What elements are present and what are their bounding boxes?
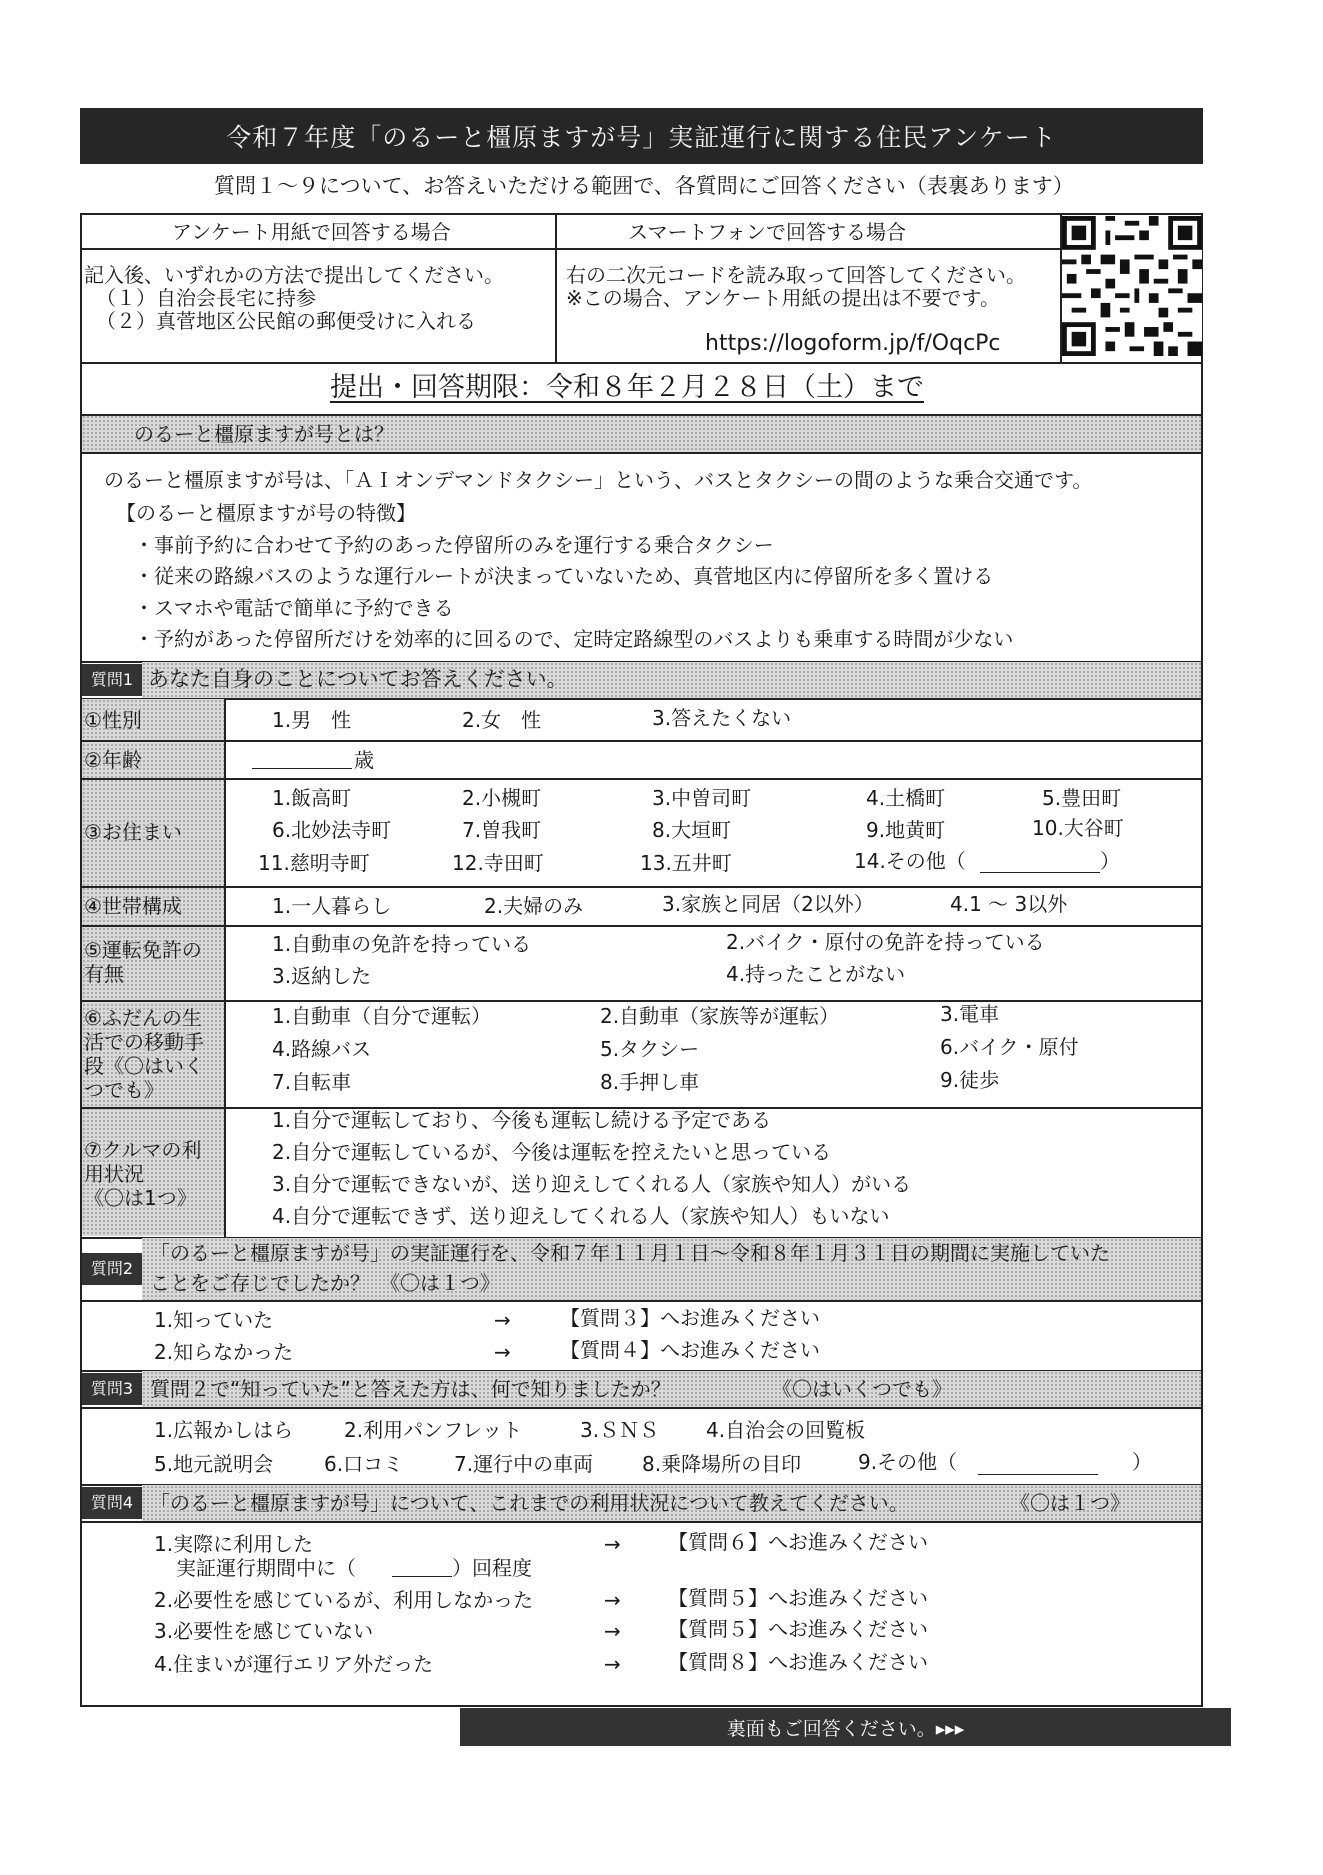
deadline-notice: 提出・回答期限：令和８年２月２８日（土）まで [330, 372, 924, 403]
age-unit: 歳 [354, 748, 374, 772]
q3-option[interactable]: 5.地元説明会 [154, 1452, 274, 1476]
q4-option-next: 【質問５】へお進みください [668, 1586, 928, 1610]
feature-item: ・事前予約に合わせて予約のあった停留所のみを運行する乗合タクシー [134, 533, 774, 557]
gender-option[interactable]: 2.女 性 [462, 708, 542, 732]
divider [80, 698, 1203, 700]
paper-method-2: （２）真菅地区公民館の郵便受けに入れる [96, 309, 476, 333]
address-option-other[interactable]: 14.その他（ [854, 849, 966, 873]
household-label: ④世帯構成 [84, 894, 182, 918]
feature-item: ・スマホや電話で簡単に予約できる [134, 596, 454, 620]
q3-other-close: ） [1132, 1450, 1152, 1474]
divider [80, 925, 1203, 927]
arrow-icon: → [604, 1532, 621, 1556]
arrow-icon: → [494, 1308, 511, 1332]
paper-method-1: （１）自治会長宅に持参 [96, 286, 316, 310]
q3-note: 《〇はいくつでも》 [772, 1377, 952, 1401]
q4-note: 《〇は１つ》 [1010, 1491, 1130, 1515]
continue-on-back-banner [460, 1708, 1231, 1746]
mobility-option[interactable]: 7.自転車 [272, 1070, 352, 1094]
divider [80, 1000, 1203, 1002]
age-label: ②年齢 [84, 748, 142, 772]
arrow-icon: → [494, 1340, 511, 1364]
mobility-label: つでも》 [84, 1078, 164, 1102]
car-usage-option[interactable]: 1.自分で運転しており、今後も運転し続ける予定である [272, 1108, 772, 1132]
survey-title-banner [80, 108, 1203, 164]
footer-text: 裏面もご回答ください。▸▸▸ [726, 1717, 965, 1740]
survey-url-link[interactable]: https://logoform.jp/f/OqcPc [705, 331, 1001, 356]
q4-option[interactable]: 1.実際に利用した [154, 1532, 314, 1556]
address-option[interactable]: 6.北妙法寺町 [272, 818, 392, 842]
household-option[interactable]: 4.1 ～ 3以外 [950, 892, 1068, 916]
page-title: 令和７年度「のるーと橿原ますが号」実証運行に関する住民アンケート [226, 123, 1057, 152]
q3-option[interactable]: 1.広報かしはら [154, 1418, 294, 1442]
phone-instruction: 右の二次元コードを読み取って回答してください。 [566, 263, 1026, 287]
address-option[interactable]: 8.大垣町 [652, 818, 732, 842]
mobility-label: 段《〇はいく [84, 1054, 204, 1078]
address-option[interactable]: 10.大谷町 [1032, 816, 1124, 840]
q3-option[interactable]: 4.自治会の回覧板 [706, 1418, 866, 1442]
q2-option-next: 【質問４】へお進みください [560, 1338, 820, 1362]
address-other-close: ） [1100, 849, 1120, 873]
address-option[interactable]: 13.五井町 [640, 851, 732, 875]
about-lead-text: のるーと橿原ますが号は、「ＡＩオンデマンドタクシー」という、バスとタクシーの間のような乗合交通です。 [104, 468, 1093, 492]
household-option[interactable]: 1.一人暮らし [272, 894, 392, 918]
divider [80, 248, 1062, 250]
license-option[interactable]: 3.返納した [272, 964, 372, 988]
q2-option-next: 【質問３】へお進みください [560, 1306, 820, 1330]
car-usage-option[interactable]: 3.自分で運転できないが、送り迎えしてくれる人（家族や知人）がいる [272, 1172, 912, 1196]
q4-option-next: 【質問８】へお進みください [668, 1650, 928, 1674]
paper-answer-heading: アンケート用紙で回答する場合 [172, 220, 451, 244]
paper-instruction: 記入後、いずれかの方法で提出してください。 [84, 263, 504, 287]
q4-usage-count-suffix: ）回程度 [452, 1556, 532, 1580]
address-option[interactable]: 4.土橋町 [866, 786, 946, 810]
mobility-option[interactable]: 6.バイク・原付 [940, 1035, 1079, 1059]
divider [80, 362, 1203, 364]
q1-tag: 質問1 [82, 664, 142, 696]
address-option[interactable]: 12.寺田町 [452, 851, 544, 875]
car-usage-label: ⑦クルマの利 [84, 1138, 202, 1162]
mobility-label: 活での移動手 [84, 1030, 204, 1054]
address-option[interactable]: 5.豊田町 [1042, 786, 1122, 810]
address-label: ③お住まい [84, 820, 182, 844]
mobility-option[interactable]: 1.自動車（自分で運転） [272, 1004, 492, 1028]
q4-option[interactable]: 2.必要性を感じているが、利用しなかった [154, 1588, 534, 1612]
car-usage-label: 《〇は1つ》 [84, 1186, 197, 1210]
address-option[interactable]: 9.地黄町 [866, 818, 946, 842]
q3-option[interactable]: 2.利用パンフレット [344, 1418, 523, 1442]
q4-option-next: 【質問６】へお進みください [668, 1530, 928, 1554]
q3-other-blank[interactable] [978, 1474, 1098, 1475]
gender-label: ①性別 [84, 708, 142, 732]
q2-option[interactable]: 1.知っていた [154, 1308, 274, 1332]
license-label: 有無 [84, 962, 124, 986]
mobility-option[interactable]: 5.タクシー [600, 1037, 700, 1061]
license-label: ⑤運転免許の [84, 938, 202, 962]
divider [80, 452, 1203, 454]
address-option[interactable]: 7.曽我町 [462, 818, 542, 842]
divider [80, 1407, 1203, 1409]
mobility-option[interactable]: 4.路線バス [272, 1037, 372, 1061]
divider [80, 778, 1203, 780]
address-option[interactable]: 2.小槻町 [462, 786, 542, 810]
divider [80, 740, 1203, 742]
q4-option[interactable]: 3.必要性を感じていない [154, 1619, 374, 1643]
household-option[interactable]: 2.夫婦のみ [484, 894, 584, 918]
feature-item: ・予約があった停留所だけを効率的に回るので、定時定路線型のバスよりも乗車する時間が少ない [134, 627, 1014, 651]
instruction-text: 質問１～９について、お答えいただける範囲で、各質問にご回答ください（表裏あります） [214, 174, 1074, 198]
feature-item: ・従来の路線バスのような運行ルートが決まっていないため、真菅地区内に停留所を多く置ける [134, 564, 994, 588]
about-heading: のるーと橿原ますが号とは？ [134, 422, 394, 446]
gender-option[interactable]: 1.男 性 [272, 708, 352, 732]
q3-option[interactable]: 7.運行中の車両 [454, 1452, 594, 1476]
q3-option[interactable]: 8.乗降場所の目印 [642, 1452, 802, 1476]
age-blank[interactable] [252, 768, 352, 769]
divider [555, 213, 557, 363]
arrow-icon: → [604, 1652, 621, 1676]
license-option[interactable]: 1.自動車の免許を持っている [272, 932, 532, 956]
license-option[interactable]: 4.持ったことがない [726, 962, 906, 986]
address-option[interactable]: 1.飯高町 [272, 786, 352, 810]
mobility-option[interactable]: 2.自動車（家族等が運転） [600, 1004, 840, 1028]
q3-title: 質問２で“知っていた”と答えた方は、何で知りましたか？ [150, 1377, 671, 1401]
car-usage-option[interactable]: 2.自分で運転しているが、今後は運転を控えたいと思っている [272, 1140, 832, 1164]
features-heading: 【のるーと橿原ますが号の特徴】 [116, 501, 416, 525]
car-usage-option[interactable]: 4.自分で運転できず、送り迎えしてくれる人（家族や知人）もいない [272, 1204, 890, 1228]
q4-usage-count-blank[interactable] [392, 1576, 452, 1577]
q4-tag: 質問4 [82, 1487, 142, 1519]
q3-tag: 質問3 [82, 1373, 142, 1405]
car-usage-label: 用状況 [84, 1162, 144, 1186]
mobility-option[interactable]: 8.手押し車 [600, 1070, 700, 1094]
household-option[interactable]: 3.家族と同居（2以外） [662, 892, 874, 916]
gender-option[interactable]: 3.答えたくない [652, 706, 792, 730]
divider [80, 886, 1203, 888]
qr-code-image[interactable] [1062, 216, 1202, 356]
q1-title: あなた自身のことについてお答えください。 [148, 667, 568, 691]
q3-option[interactable]: 3.ＳＮＳ [580, 1418, 660, 1442]
address-option[interactable]: 3.中曽司町 [652, 786, 752, 810]
q2-option[interactable]: 2.知らなかった [154, 1340, 294, 1364]
license-option[interactable]: 2.バイク・原付の免許を持っている [726, 930, 1045, 954]
mobility-option[interactable]: 3.電車 [940, 1002, 1000, 1026]
q4-title: 「のるーと橿原ますが号」について、これまでの利用状況について教えてください。 [150, 1491, 909, 1515]
phone-note: ※この場合、アンケート用紙の提出は不要です。 [566, 286, 1000, 310]
address-other-blank[interactable] [980, 872, 1100, 873]
arrow-icon: → [604, 1588, 621, 1612]
divider [80, 1300, 1203, 1302]
q2-tag: 質問2 [82, 1253, 142, 1285]
q2-title: 「のるーと橿原ますが号」の実証運行を、令和７年１１月１日～令和８年１月３１日の期間に実施していた [150, 1241, 1110, 1265]
phone-answer-heading: スマートフォンで回答する場合 [628, 220, 906, 244]
q4-usage-count-prefix: 実証運行期間中に（ [176, 1556, 356, 1580]
divider [80, 1521, 1203, 1523]
q4-option-next: 【質問５】へお進みください [668, 1617, 928, 1641]
q3-option[interactable]: 6.口コミ [324, 1452, 404, 1476]
q4-option[interactable]: 4.住まいが運行エリア外だった [154, 1652, 434, 1676]
address-option[interactable]: 11.慈明寺町 [258, 851, 370, 875]
divider [80, 414, 1203, 416]
q3-option-other[interactable]: 9.その他（ [858, 1450, 958, 1474]
mobility-label: ⑥ふだんの生 [84, 1006, 202, 1030]
mobility-option[interactable]: 9.徒歩 [940, 1068, 1000, 1092]
arrow-icon: → [604, 1619, 621, 1643]
q2-title: ことをご存じでしたか？ 《〇は１つ》 [150, 1271, 500, 1295]
